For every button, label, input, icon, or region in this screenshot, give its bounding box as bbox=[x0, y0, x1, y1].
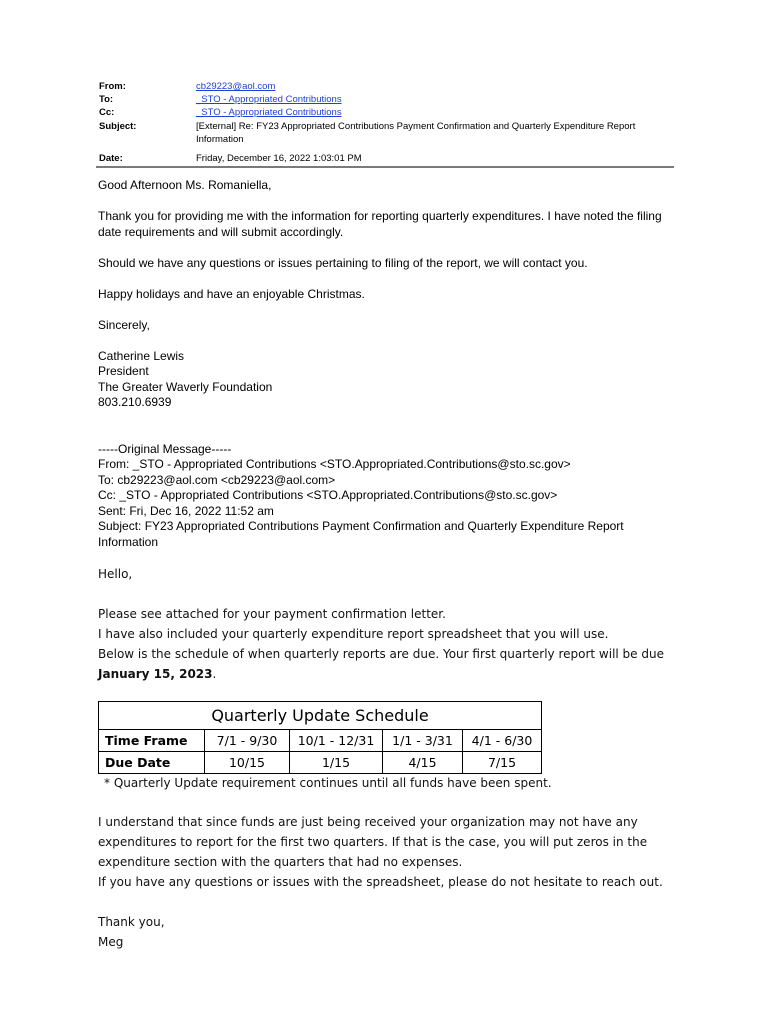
time-frame-cell: 10/1 - 12/31 bbox=[290, 730, 383, 752]
original-line-3 bbox=[98, 644, 688, 684]
date-label: Date: bbox=[99, 153, 123, 165]
original-message-marker: -----Original Message----- bbox=[98, 441, 232, 456]
due-date-cell: 1/15 bbox=[290, 752, 383, 774]
reply-body bbox=[98, 178, 678, 550]
schedule-due-date-row bbox=[99, 752, 542, 774]
subject-label: Subject: bbox=[99, 120, 137, 132]
schedule-time-frame-row bbox=[99, 730, 542, 752]
to-row bbox=[99, 93, 674, 106]
due-date-cell: 7/15 bbox=[463, 752, 542, 774]
reply-paragraph-3: Happy holidays and have an enjoyable Christmas. bbox=[98, 286, 365, 301]
time-frame-label: Time Frame bbox=[99, 730, 205, 752]
signature-org: The Greater Waverly Foundation bbox=[98, 379, 273, 394]
email-header bbox=[99, 80, 674, 165]
time-frame-cell: 1/1 - 3/31 bbox=[383, 730, 463, 752]
due-date-cell: 4/15 bbox=[383, 752, 463, 774]
original-line-1: Please see attached for your payment confirmation letter. bbox=[98, 607, 446, 621]
date-value: Friday, December 16, 2022 1:03:01 PM bbox=[196, 153, 362, 165]
reply-paragraph-1: Thank you for providing me with the information for reporting quarterly expenditures. I have noted the filing date requirements and will submit accordingly. bbox=[98, 209, 662, 239]
header-divider bbox=[96, 166, 674, 168]
date-row bbox=[99, 152, 674, 165]
subject-value: [External] Re: FY23 Appropriated Contributions Payment Confirmation and Quarterly Expenditure Report Information bbox=[196, 120, 636, 145]
original-sent-line: Sent: Fri, Dec 16, 2022 11:52 am bbox=[98, 503, 274, 518]
original-sender: Meg bbox=[98, 935, 124, 949]
schedule-title-row bbox=[99, 702, 542, 730]
reply-paragraph-2: Should we have any questions or issues pertaining to filing of the report, we will contact you. bbox=[98, 255, 588, 270]
to-label: To: bbox=[99, 94, 114, 106]
original-to-line: To: cb29223@aol.com <cb29223@aol.com> bbox=[98, 472, 336, 487]
original-line-2: I have also included your quarterly expenditure report spreadsheet that you will use. bbox=[98, 627, 609, 641]
to-recipient-link[interactable]: _STO - Appropriated Contributions bbox=[196, 94, 342, 106]
original-body bbox=[98, 564, 688, 684]
questions-paragraph: If you have any questions or issues with the spreadsheet, please do not hesitate to reach out. bbox=[98, 875, 663, 889]
reply-closing: Sincerely, bbox=[98, 317, 150, 332]
first-due-date: January 15, 2023 bbox=[98, 667, 213, 681]
schedule-footnote: * Quarterly Update requirement continues until all funds have been spent. bbox=[104, 776, 552, 790]
signature-title: President bbox=[98, 364, 149, 378]
original-subject-line: Subject: FY23 Appropriated Contributions Payment Confirmation and Quarterly Expenditure Report Information bbox=[98, 519, 624, 549]
from-label: From: bbox=[99, 81, 126, 92]
original-from-line: From: _STO - Appropriated Contributions <STO.Appropriated.Contributions@sto.sc.gov> bbox=[98, 457, 571, 471]
from-row bbox=[99, 80, 674, 93]
original-line-3-text: Below is the schedule of when quarterly reports are due. Your first quarterly report will be due bbox=[98, 647, 664, 661]
from-email-link[interactable]: cb29223@aol.com bbox=[196, 81, 276, 92]
signature-phone: 803.210.6939 bbox=[98, 395, 172, 409]
due-date-cell: 10/15 bbox=[205, 752, 290, 774]
time-frame-cell: 7/1 - 9/30 bbox=[205, 730, 290, 752]
signature-name: Catherine Lewis bbox=[98, 348, 185, 363]
quarterly-schedule-table bbox=[98, 701, 542, 774]
original-body-continued bbox=[98, 812, 688, 952]
cc-label: Cc: bbox=[99, 107, 115, 119]
due-date-label: Due Date bbox=[99, 752, 205, 774]
original-line-3-end: . bbox=[212, 667, 217, 681]
time-frame-cell: 4/1 - 6/30 bbox=[463, 730, 542, 752]
original-greeting: Hello, bbox=[98, 567, 133, 581]
cc-row bbox=[99, 106, 674, 119]
original-closing: Thank you, bbox=[98, 915, 165, 929]
reply-greeting: Good Afternoon Ms. Romaniella, bbox=[98, 178, 272, 192]
subject-row bbox=[99, 120, 674, 146]
original-cc-line: Cc: _STO - Appropriated Contributions <STO.Appropriated.Contributions@sto.sc.gov> bbox=[98, 488, 558, 502]
schedule-title: Quarterly Update Schedule bbox=[99, 702, 542, 730]
cc-recipient-link[interactable]: _STO - Appropriated Contributions bbox=[196, 107, 342, 119]
funds-paragraph: I understand that since funds are just being received your organization may not have any expenditures to report for the first two quarters. If that is the case, you will put zeros in the expenditure section with the quarters that had no expenses. bbox=[98, 815, 648, 869]
